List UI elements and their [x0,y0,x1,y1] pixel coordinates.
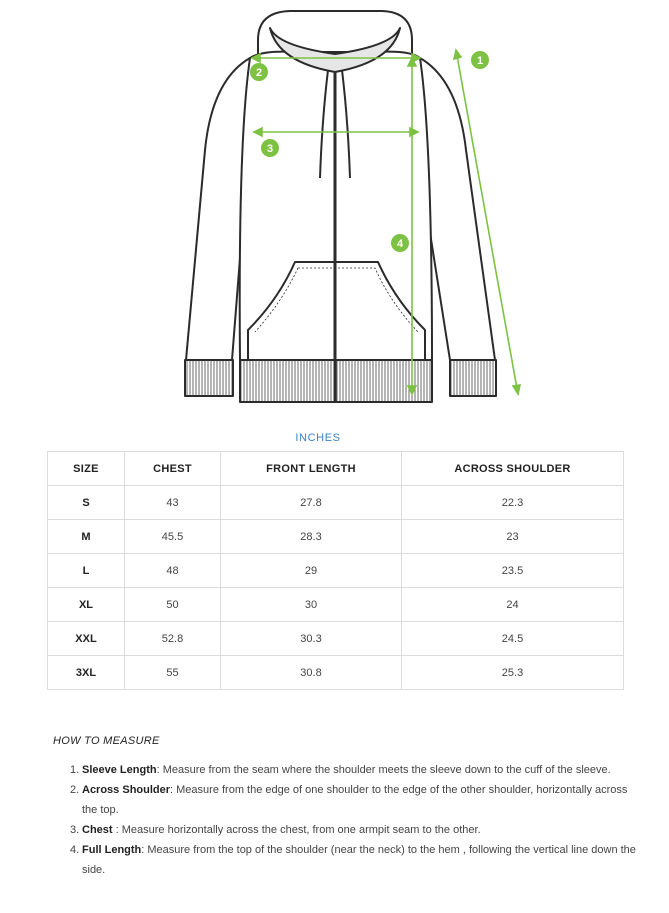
right-cuff [450,360,496,396]
table-row [48,622,624,656]
step-number: 4. [70,844,80,856]
table-header-row [48,452,624,486]
callout-4 [391,234,409,252]
callout-3 [261,139,279,157]
front-length-cell: 28.3 [221,520,402,554]
chest-cell: 48 [125,554,221,588]
front-length-cell: 30 [221,588,402,622]
step-number: 2. [70,784,80,796]
size-cell: 3XL [48,656,125,690]
size-cell: S [48,486,125,520]
table-row [48,520,624,554]
size-cell: XL [48,588,125,622]
step-text: : Measure from the top of the shoulder (near the neck) to the hem , following the vertical line down the side. [82,844,636,876]
svg-text:1: 1 [476,55,484,67]
left-cuff [185,360,233,396]
list-item [70,840,642,880]
header-size: SIZE [48,452,125,486]
svg-text:3: 3 [266,143,274,155]
front-length-cell: 29 [221,554,402,588]
list-item [70,760,642,780]
callout-1 [471,51,489,69]
size-chart-table [47,451,624,690]
hoodie-illustration [0,0,669,420]
chest-cell: 43 [125,486,221,520]
size-cell: L [48,554,125,588]
across-shoulder-cell: 25.3 [402,656,624,690]
list-item [70,820,642,840]
unit-label: INCHES [295,432,341,444]
svg-text:2: 2 [255,67,263,79]
size-cell: XXL [48,622,125,656]
how-to-measure-title: HOW TO MEASURE [53,735,160,747]
header-across-shoulder: ACROSS SHOULDER [402,452,624,486]
header-front-length: FRONT LENGTH [221,452,402,486]
step-number: 3. [70,824,80,836]
size-cell: M [48,520,125,554]
across-shoulder-cell: 24.5 [402,622,624,656]
chest-cell: 52.8 [125,622,221,656]
step-term: Sleeve Length [82,764,157,776]
across-shoulder-cell: 23.5 [402,554,624,588]
front-length-cell: 27.8 [221,486,402,520]
header-chest: CHEST [125,452,221,486]
step-term: Across Shoulder [82,784,171,796]
step-text: : Measure horizontally across the chest, from one armpit seam to the other. [112,824,481,836]
step-term: Full Length [82,844,142,856]
chest-cell: 45.5 [125,520,221,554]
measure-steps-list [70,760,642,880]
front-length-cell: 30.3 [221,622,402,656]
step-term: Chest [82,824,113,836]
step-text: : Measure from the seam where the shoulder meets the sleeve down to the cuff of the sleeve. [156,764,611,776]
step-text: : Measure from the edge of one shoulder to the edge of the other shoulder, horizontally across the top. [82,784,628,816]
across-shoulder-cell: 24 [402,588,624,622]
chest-cell: 50 [125,588,221,622]
table-row [48,486,624,520]
table-row [48,554,624,588]
list-item [70,780,642,820]
across-shoulder-cell: 23 [402,520,624,554]
callout-2 [250,63,268,81]
front-length-cell: 30.8 [221,656,402,690]
step-number: 1. [70,764,80,776]
table-row [48,588,624,622]
across-shoulder-cell: 22.3 [402,486,624,520]
svg-text:4: 4 [396,238,404,250]
chest-cell: 55 [125,656,221,690]
table-row [48,656,624,690]
